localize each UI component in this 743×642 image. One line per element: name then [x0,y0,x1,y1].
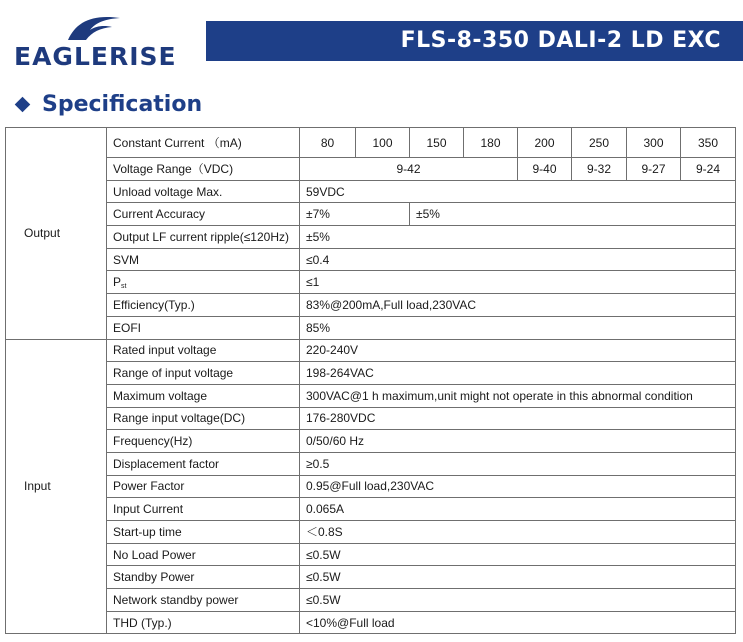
svm-label: SVM [107,248,300,271]
input-row-value: ≥0.5 [300,452,736,475]
diamond-icon [15,96,31,112]
table-row [6,543,736,566]
input-row-label: Displacement factor [107,452,300,475]
voltage-range-value: 9-40 [518,158,572,181]
table-row [6,384,736,407]
table-row [6,339,736,362]
input-row-label: Frequency(Hz) [107,430,300,453]
voltage-range-value: 9-32 [572,158,627,181]
table-row [6,180,736,203]
table-row [6,128,736,158]
section-title: Specification [42,91,203,117]
pst-value: ≤1 [300,271,736,294]
table-row [6,248,736,271]
current-accuracy-value: ±7% [300,203,410,226]
input-row-value: 176-280VDC [300,407,736,430]
current-accuracy-label: Current Accuracy [107,203,300,226]
input-row-label: No Load Power [107,543,300,566]
voltage-range-value: 9-42 [300,158,518,181]
input-row-value: ≤0.5W [300,566,736,589]
lf-ripple-label: Output LF current ripple(≤120Hz) [107,226,300,249]
output-group-label: Output [6,128,107,340]
current-value: 80 [300,128,356,158]
table-row [6,566,736,589]
input-row-value: 198-264VAC [300,362,736,385]
svm-value: ≤0.4 [300,248,736,271]
lf-ripple-value: ±5% [300,226,736,249]
current-value: 100 [356,128,410,158]
table-row [6,407,736,430]
current-value: 300 [627,128,681,158]
current-value: 150 [410,128,464,158]
product-title: FLS-8-350 DALI-2 LD EXC [400,28,721,53]
table-row [6,430,736,453]
table-row [6,316,736,339]
table-row [6,475,736,498]
table-row [6,294,736,317]
table-row [6,498,736,521]
table-row [6,452,736,475]
input-row-label: Rated input voltage [107,339,300,362]
pst-label [107,271,300,294]
input-row-value: 300VAC@1 h maximum,unit might not operate in this abnormal condition [300,384,736,407]
spec-table [5,127,736,634]
table-row [6,271,736,294]
input-row-value: <10%@Full load [300,611,736,634]
input-row-label: Range input voltage(DC) [107,407,300,430]
logo-text: EAGLERISE [14,42,177,71]
input-row-value: 0.95@Full load,230VAC [300,475,736,498]
input-row-label: Standby Power [107,566,300,589]
input-row-value: ＜0.8S [300,521,736,544]
table-row [6,521,736,544]
pst-label-sub: st [121,282,127,290]
eagle-icon [66,10,122,44]
input-row-label: THD (Typ.) [107,611,300,634]
table-row [6,158,736,181]
input-row-label: Input Current [107,498,300,521]
constant-current-label: Constant Current （mA) [107,128,300,158]
brand-logo [14,10,177,71]
input-row-label: Maximum voltage [107,384,300,407]
table-row [6,589,736,612]
input-row-value: ≤0.5W [300,589,736,612]
pst-label-main: P [113,274,122,289]
unload-voltage-value: 59VDC [300,180,736,203]
input-row-value: 220-240V [300,339,736,362]
input-group [6,339,736,634]
voltage-range-value: 9-24 [681,158,736,181]
eofi-label: EOFI [107,316,300,339]
table-row [6,226,736,249]
input-row-value: ≤0.5W [300,543,736,566]
title-banner [206,21,743,61]
table-row [6,362,736,385]
input-group-label: Input [6,339,107,634]
table-row [6,203,736,226]
efficiency-label: Efficiency(Typ.) [107,294,300,317]
section-heading [14,90,202,118]
input-row-label: Power Factor [107,475,300,498]
input-row-label: Start-up time [107,521,300,544]
current-value: 180 [464,128,518,158]
current-value: 250 [572,128,627,158]
current-value: 200 [518,128,572,158]
unload-voltage-label: Unload voltage Max. [107,180,300,203]
current-value: 350 [681,128,736,158]
voltage-range-value: 9-27 [627,158,681,181]
input-row-label: Network standby power [107,589,300,612]
efficiency-value: 83%@200mA,Full load,230VAC [300,294,736,317]
input-row-value: 0.065A [300,498,736,521]
input-row-label: Range of input voltage [107,362,300,385]
current-accuracy-value: ±5% [410,203,736,226]
voltage-range-label: Voltage Range（VDC) [107,158,300,181]
input-row-value: 0/50/60 Hz [300,430,736,453]
table-row [6,611,736,634]
eofi-value: 85% [300,316,736,339]
